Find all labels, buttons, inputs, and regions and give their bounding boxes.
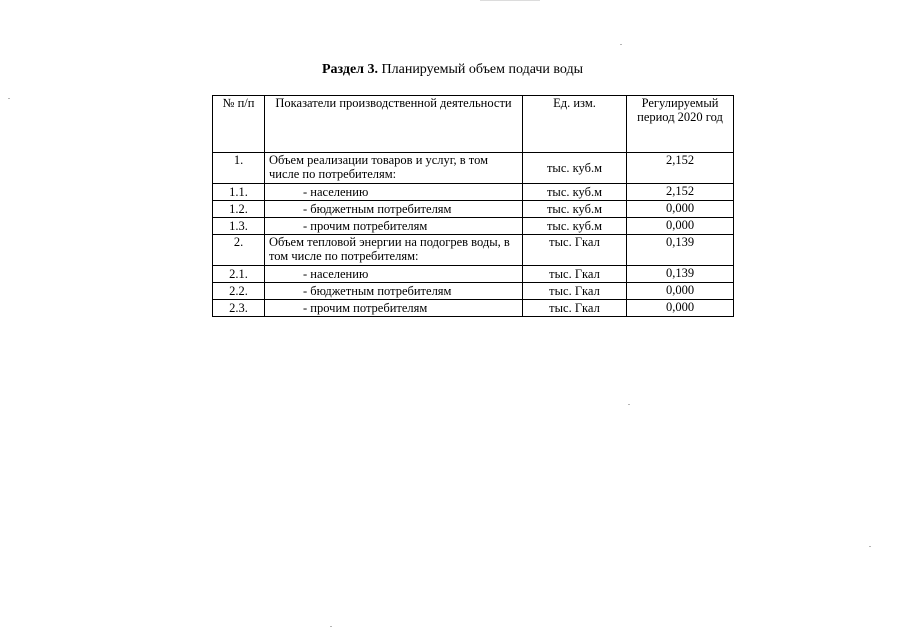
table-row <box>213 201 734 218</box>
row-indicator: - населению <box>265 184 523 201</box>
table-row <box>213 283 734 300</box>
row-indicator: Объем реализации товаров и услуг, в том числе по потребителям: <box>265 153 523 184</box>
row-indicator: - населению <box>265 266 523 283</box>
table-row <box>213 218 734 235</box>
row-indicator: - прочим потребителям <box>265 300 523 317</box>
row-unit: тыс. куб.м <box>523 153 627 184</box>
section-label: Раздел 3. <box>321 62 379 77</box>
header-num: № п/п <box>213 96 265 153</box>
row-unit: тыс. Гкал <box>523 266 627 283</box>
row-unit: тыс. Гкал <box>523 300 627 317</box>
section-title: Планируемый объем подачи воды <box>381 62 584 77</box>
row-value: 2,152 <box>627 153 734 184</box>
row-num: 1.3. <box>213 218 265 235</box>
row-value: 0,139 <box>627 266 734 283</box>
header-period: Регулируемый период 2020 год <box>627 96 734 153</box>
table-row <box>213 235 734 266</box>
water-supply-table <box>212 95 734 317</box>
table-header-row <box>213 96 734 153</box>
row-unit: тыс. куб.м <box>523 201 627 218</box>
row-value: 2,152 <box>627 184 734 201</box>
row-num: 1.2. <box>213 201 265 218</box>
table-row <box>213 153 734 184</box>
row-value: 0,000 <box>627 218 734 235</box>
row-indicator: - прочим потребителям <box>265 218 523 235</box>
row-num: 2. <box>213 235 265 266</box>
table-row <box>213 300 734 317</box>
scan-speck <box>628 404 630 405</box>
row-value: 0,000 <box>627 300 734 317</box>
row-num: 2.3. <box>213 300 265 317</box>
scan-speck <box>620 44 622 45</box>
row-value: 0,000 <box>627 201 734 218</box>
row-num: 1.1. <box>213 184 265 201</box>
scan-speck <box>869 546 871 547</box>
row-indicator: Объем тепловой энергии на подогрев воды, в том числе по потребителям: <box>265 235 523 266</box>
header-unit: Ед. изм. <box>523 96 627 153</box>
row-unit: тыс. Гкал <box>523 235 627 266</box>
row-unit: тыс. куб.м <box>523 218 627 235</box>
row-unit: тыс. куб.м <box>523 184 627 201</box>
row-num: 1. <box>213 153 265 184</box>
row-num: 2.2. <box>213 283 265 300</box>
row-indicator: - бюджетным потребителям <box>265 201 523 218</box>
row-indicator: - бюджетным потребителям <box>265 283 523 300</box>
scan-speck <box>8 98 10 99</box>
row-value: 0,139 <box>627 235 734 266</box>
row-value: 0,000 <box>627 283 734 300</box>
table-row <box>213 184 734 201</box>
table-row <box>213 266 734 283</box>
header-indicator: Показатели производственной деятельности <box>265 96 523 153</box>
scan-edge <box>480 0 540 1</box>
page-title <box>0 61 905 79</box>
scan-speck <box>330 626 332 627</box>
row-unit: тыс. Гкал <box>523 283 627 300</box>
row-num: 2.1. <box>213 266 265 283</box>
